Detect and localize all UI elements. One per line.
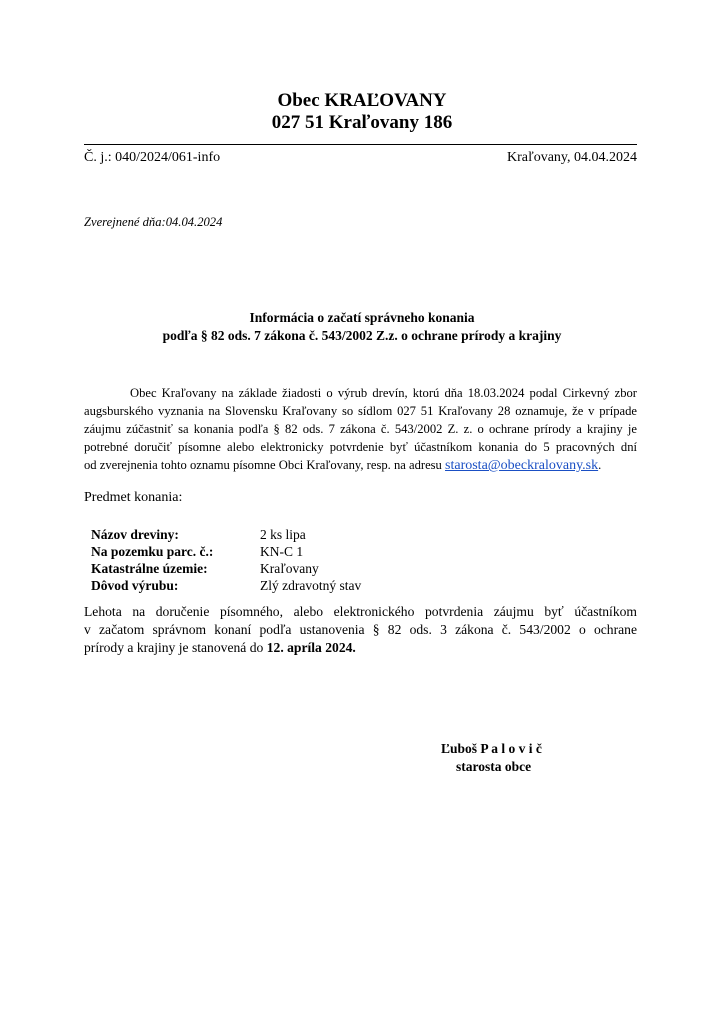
detail-label: Katastrálne územie:: [91, 561, 208, 576]
detail-value: KN-C 1: [260, 544, 304, 559]
paragraph-line: v začatom správnom konaní podľa ustanovenia § 82 ods. 3 zákona č. 543/2002 o ochrane: [84, 622, 637, 637]
paragraph-line: augsburského vyznania na Slovensku Kraľovany so sídlom 027 51 Kraľovany 28 oznamuje, že v prípade: [84, 404, 637, 418]
header-divider: [84, 144, 637, 145]
deadline-date: 12. apríla 2024.: [266, 640, 356, 655]
reference-number: Č. j.: 040/2024/061-info: [84, 150, 221, 165]
detail-value: Kraľovany: [260, 561, 319, 576]
paragraph-line: [84, 639, 637, 657]
signatory-name: Ľuboš P a l o v i č: [441, 741, 542, 756]
table-row: [91, 561, 361, 578]
notice-paragraph: [84, 384, 637, 475]
paragraph-line: Lehota na doručenie písomného, alebo elektronického potvrdenia záujmu byť účastníkom: [84, 604, 637, 619]
detail-label: Názov dreviny:: [91, 527, 179, 542]
detail-value: 2 ks lipa: [260, 527, 306, 542]
paragraph-line: Obec Kraľovany na základe žiadosti o výrub drevín, ktorú dňa 18.03.2024 podal Cirkevný zbor: [130, 386, 637, 400]
email-link[interactable]: starosta@obeckralovany.sk: [445, 458, 599, 473]
detail-label: Na pozemku parc. č.:: [91, 544, 214, 559]
municipality-address: 027 51 Kraľovany 186: [271, 112, 453, 133]
paragraph-text: od zverejnenia tohto oznamu písomne Obci Kraľovany, resp. na adresu: [84, 458, 446, 472]
paragraph-text: prírody a krajiny je stanovená do: [84, 640, 267, 655]
municipality-name: Obec KRAĽOVANY: [277, 90, 447, 111]
published-date: Zverejnené dňa:04.04.2024: [84, 215, 223, 229]
paragraph-line: potrebné doručiť písomne alebo elektronicky potvrdenie byť účastníkom konania do 5 pracovných dní: [84, 440, 637, 454]
table-row: [91, 578, 361, 595]
deadline-paragraph: [84, 603, 637, 657]
detail-label: Dôvod výrubu:: [91, 578, 179, 593]
paragraph-line: záujmu zúčastniť sa konania podľa § 82 ods. 7 zákona č. 543/2002 Z. z. o ochrane prírody a krajiny je: [84, 422, 637, 436]
detail-value: Zlý zdravotný stav: [260, 578, 362, 593]
place-and-date: Kraľovany, 04.04.2024: [507, 150, 637, 165]
document-subtitle: podľa § 82 ods. 7 zákona č. 543/2002 Z.z. o ochrane prírody a krajiny: [162, 328, 562, 343]
document-title: Informácia o začatí správneho konania: [249, 310, 475, 325]
details-table: [91, 527, 361, 595]
signatory-role: starosta obce: [456, 759, 532, 774]
table-row: [91, 544, 361, 561]
table-row: [91, 527, 361, 544]
subject-label: Predmet konania:: [84, 490, 183, 505]
paragraph-text: .: [598, 458, 602, 472]
paragraph-line: [84, 456, 637, 475]
